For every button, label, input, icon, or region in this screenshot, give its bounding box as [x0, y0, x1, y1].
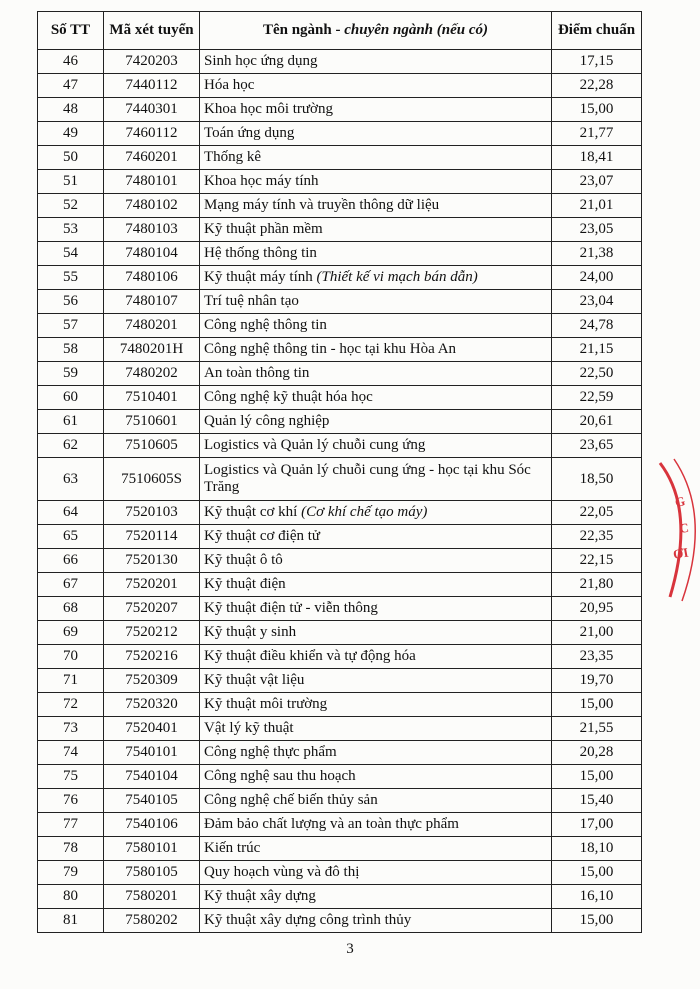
cell-score: 18,41 — [552, 146, 642, 170]
cell-name — [200, 861, 552, 885]
major-name: Khoa học môi trường — [204, 101, 333, 117]
cell-stt: 60 — [38, 386, 104, 410]
cell-name — [200, 74, 552, 98]
cell-name — [200, 621, 552, 645]
cell-score: 23,04 — [552, 290, 642, 314]
cell-stt: 75 — [38, 765, 104, 789]
cell-stt: 71 — [38, 669, 104, 693]
cell-code: 7520207 — [104, 597, 200, 621]
table-row — [38, 194, 642, 218]
cell-score: 16,10 — [552, 885, 642, 909]
table-header-row — [38, 12, 642, 50]
cell-stt: 78 — [38, 837, 104, 861]
table-row — [38, 338, 642, 362]
major-name: Logistics và Quản lý chuỗi cung ứng — [204, 437, 426, 453]
table-row — [38, 597, 642, 621]
cell-code: 7460201 — [104, 146, 200, 170]
red-seal-stamp — [652, 455, 700, 605]
cell-name — [200, 218, 552, 242]
cell-code: 7480107 — [104, 290, 200, 314]
cell-name — [200, 741, 552, 765]
cell-stt: 63 — [38, 458, 104, 501]
major-name: Kỹ thuật máy tính — [204, 269, 317, 285]
major-name: Khoa học máy tính — [204, 173, 319, 189]
cell-stt: 76 — [38, 789, 104, 813]
cell-code: 7580202 — [104, 909, 200, 933]
admission-score-table — [37, 11, 642, 933]
cell-stt: 55 — [38, 266, 104, 290]
cell-name — [200, 909, 552, 933]
major-name: Công nghệ thông tin — [204, 317, 327, 333]
table-row — [38, 549, 642, 573]
stamp-fragment: C — [678, 519, 690, 536]
cell-code: 7580101 — [104, 837, 200, 861]
major-name: Mạng máy tính và truyền thông dữ liệu — [204, 197, 440, 213]
table-row — [38, 909, 642, 933]
cell-score: 15,00 — [552, 693, 642, 717]
cell-stt: 47 — [38, 74, 104, 98]
header-name-main: Tên ngành — [262, 22, 332, 38]
cell-code: 7540105 — [104, 789, 200, 813]
cell-code: 7480104 — [104, 242, 200, 266]
cell-score: 18,50 — [552, 458, 642, 501]
stamp-fragment: ƠI — [671, 544, 690, 562]
header-stt: Số TT — [38, 12, 104, 50]
major-name: Kỹ thuật cơ điện tử — [204, 528, 321, 544]
major-name: Công nghệ chế biến thủy sản — [204, 792, 378, 808]
cell-name — [200, 290, 552, 314]
major-name: Quy hoạch vùng và đô thị — [204, 864, 360, 880]
major-name: Công nghệ thông tin - học tại khu Hòa An — [204, 341, 457, 357]
cell-name — [200, 885, 552, 909]
cell-name — [200, 410, 552, 434]
cell-stt: 51 — [38, 170, 104, 194]
cell-name — [200, 717, 552, 741]
cell-name — [200, 386, 552, 410]
cell-name — [200, 669, 552, 693]
cell-name — [200, 314, 552, 338]
table-row — [38, 621, 642, 645]
cell-score: 15,00 — [552, 861, 642, 885]
cell-score: 21,80 — [552, 573, 642, 597]
cell-score: 15,00 — [552, 98, 642, 122]
cell-code: 7440112 — [104, 74, 200, 98]
cell-name — [200, 813, 552, 837]
table-row — [38, 573, 642, 597]
cell-score: 15,40 — [552, 789, 642, 813]
cell-stt: 73 — [38, 717, 104, 741]
table-row — [38, 362, 642, 386]
cell-name — [200, 338, 552, 362]
major-name: Kỹ thuật cơ khí — [204, 504, 302, 520]
table-row — [38, 885, 642, 909]
major-name: Logistics và Quản lý chuỗi cung ứng - học tại khu Sóc Trăng — [204, 462, 531, 495]
major-name: An toàn thông tin — [204, 365, 310, 381]
cell-stt: 49 — [38, 122, 104, 146]
cell-stt: 72 — [38, 693, 104, 717]
major-name: Kỹ thuật phần mềm — [204, 221, 323, 237]
cell-code: 7480106 — [104, 266, 200, 290]
cell-score: 17,15 — [552, 50, 642, 74]
cell-code: 7480101 — [104, 170, 200, 194]
cell-code: 7540101 — [104, 741, 200, 765]
major-name: Toán ứng dụng — [204, 125, 295, 141]
cell-name — [200, 98, 552, 122]
cell-name — [200, 645, 552, 669]
cell-stt: 54 — [38, 242, 104, 266]
header-name-note: chuyên ngành (nếu có) — [344, 22, 489, 38]
page-number: 3 — [346, 941, 354, 957]
cell-stt: 69 — [38, 621, 104, 645]
major-name: Sinh học ứng dụng — [204, 53, 318, 69]
cell-code: 7510605S — [104, 458, 200, 501]
table-row — [38, 74, 642, 98]
cell-name — [200, 765, 552, 789]
major-name: Kỹ thuật xây dựng công trình thủy — [204, 912, 412, 928]
cell-code: 7460112 — [104, 122, 200, 146]
cell-code: 7480103 — [104, 218, 200, 242]
table-row — [38, 290, 642, 314]
cell-name — [200, 549, 552, 573]
cell-stt: 66 — [38, 549, 104, 573]
table-row — [38, 170, 642, 194]
stamp-fragment: G — [673, 493, 687, 510]
cell-score: 15,00 — [552, 909, 642, 933]
cell-code: 7480202 — [104, 362, 200, 386]
cell-code: 7580201 — [104, 885, 200, 909]
cell-code: 7520103 — [104, 501, 200, 525]
major-name: Quản lý công nghiệp — [204, 413, 330, 429]
major-name: Vật lý kỹ thuật — [204, 720, 294, 736]
cell-code: 7440301 — [104, 98, 200, 122]
cell-name — [200, 50, 552, 74]
cell-code: 7520401 — [104, 717, 200, 741]
cell-score: 24,00 — [552, 266, 642, 290]
cell-score: 22,59 — [552, 386, 642, 410]
table-row — [38, 122, 642, 146]
major-name: Công nghệ kỹ thuật hóa học — [204, 389, 373, 405]
table-row — [38, 218, 642, 242]
table-row — [38, 98, 642, 122]
cell-stt: 81 — [38, 909, 104, 933]
major-name: Kỹ thuật vật liệu — [204, 672, 305, 688]
cell-stt: 68 — [38, 597, 104, 621]
cell-code: 7420203 — [104, 50, 200, 74]
header-score: Điểm chuẩn — [552, 12, 642, 50]
cell-code: 7540104 — [104, 765, 200, 789]
cell-stt: 65 — [38, 525, 104, 549]
cell-code: 7540106 — [104, 813, 200, 837]
cell-stt: 62 — [38, 434, 104, 458]
cell-score: 18,10 — [552, 837, 642, 861]
cell-stt: 70 — [38, 645, 104, 669]
cell-name — [200, 693, 552, 717]
table-row — [38, 669, 642, 693]
cell-stt: 56 — [38, 290, 104, 314]
cell-stt: 61 — [38, 410, 104, 434]
cell-score: 22,15 — [552, 549, 642, 573]
specialization-note: (Thiết kế vi mạch bán dẫn) — [316, 269, 478, 285]
major-name: Kỹ thuật ô tô — [204, 552, 283, 568]
major-name: Hóa học — [204, 77, 255, 93]
table-row — [38, 837, 642, 861]
table-row — [38, 50, 642, 74]
cell-score: 21,77 — [552, 122, 642, 146]
cell-stt: 48 — [38, 98, 104, 122]
major-name: Thống kê — [204, 149, 262, 165]
cell-name — [200, 266, 552, 290]
cell-score: 22,50 — [552, 362, 642, 386]
table-row — [38, 434, 642, 458]
cell-code: 7480201 — [104, 314, 200, 338]
cell-name — [200, 458, 552, 501]
cell-stt: 77 — [38, 813, 104, 837]
cell-score: 23,07 — [552, 170, 642, 194]
cell-score: 17,00 — [552, 813, 642, 837]
major-name: Kỹ thuật điện tử - viễn thông — [204, 600, 378, 616]
cell-score: 21,55 — [552, 717, 642, 741]
cell-score: 22,05 — [552, 501, 642, 525]
major-name: Kỹ thuật môi trường — [204, 696, 328, 712]
cell-code: 7510605 — [104, 434, 200, 458]
major-name: Công nghệ sau thu hoạch — [204, 768, 356, 784]
header-name-sep: - — [331, 22, 345, 38]
cell-code: 7520216 — [104, 645, 200, 669]
table-row — [38, 741, 642, 765]
cell-stt: 50 — [38, 146, 104, 170]
cell-code: 7480201H — [104, 338, 200, 362]
table-row — [38, 525, 642, 549]
cell-name — [200, 525, 552, 549]
cell-name — [200, 434, 552, 458]
table-row — [38, 386, 642, 410]
table-row — [38, 717, 642, 741]
cell-score: 22,35 — [552, 525, 642, 549]
table-row — [38, 645, 642, 669]
major-name: Kỹ thuật y sinh — [204, 624, 297, 640]
table-row — [38, 765, 642, 789]
cell-stt: 58 — [38, 338, 104, 362]
cell-name — [200, 146, 552, 170]
cell-name — [200, 170, 552, 194]
major-name: Kỹ thuật điện — [204, 576, 286, 592]
cell-score: 20,28 — [552, 741, 642, 765]
cell-code: 7520130 — [104, 549, 200, 573]
cell-stt: 53 — [38, 218, 104, 242]
cell-stt: 64 — [38, 501, 104, 525]
cell-code: 7520114 — [104, 525, 200, 549]
cell-score: 21,38 — [552, 242, 642, 266]
cell-code: 7520309 — [104, 669, 200, 693]
cell-code: 7480102 — [104, 194, 200, 218]
table-row — [38, 861, 642, 885]
table-row — [38, 458, 642, 501]
table-body — [38, 50, 642, 933]
cell-score: 21,15 — [552, 338, 642, 362]
major-name: Kỹ thuật xây dựng — [204, 888, 316, 904]
table-row — [38, 501, 642, 525]
cell-name — [200, 362, 552, 386]
cell-score: 23,05 — [552, 218, 642, 242]
cell-code: 7510601 — [104, 410, 200, 434]
cell-name — [200, 789, 552, 813]
cell-score: 20,61 — [552, 410, 642, 434]
cell-code: 7510401 — [104, 386, 200, 410]
cell-code: 7520212 — [104, 621, 200, 645]
cell-name — [200, 597, 552, 621]
table-row — [38, 146, 642, 170]
cell-stt: 59 — [38, 362, 104, 386]
cell-code: 7580105 — [104, 861, 200, 885]
cell-name — [200, 242, 552, 266]
table-row — [38, 242, 642, 266]
cell-score: 24,78 — [552, 314, 642, 338]
cell-name — [200, 573, 552, 597]
cell-name — [200, 501, 552, 525]
cell-stt: 57 — [38, 314, 104, 338]
cell-score: 22,28 — [552, 74, 642, 98]
cell-stt: 74 — [38, 741, 104, 765]
cell-stt: 52 — [38, 194, 104, 218]
cell-code: 7520320 — [104, 693, 200, 717]
table-row — [38, 410, 642, 434]
cell-name — [200, 122, 552, 146]
table-row — [38, 266, 642, 290]
cell-score: 15,00 — [552, 765, 642, 789]
cell-name — [200, 194, 552, 218]
major-name: Công nghệ thực phẩm — [204, 744, 337, 760]
major-name: Kỹ thuật điều khiển và tự động hóa — [204, 648, 416, 664]
table-row — [38, 314, 642, 338]
stamp-outer-ring — [660, 463, 681, 597]
table-row — [38, 693, 642, 717]
major-name: Đảm bảo chất lượng và an toàn thực phẩm — [204, 816, 459, 832]
cell-score: 23,35 — [552, 645, 642, 669]
cell-score: 19,70 — [552, 669, 642, 693]
header-name — [200, 12, 552, 50]
cell-stt: 67 — [38, 573, 104, 597]
major-name: Trí tuệ nhân tạo — [204, 293, 299, 309]
cell-score: 20,95 — [552, 597, 642, 621]
major-name: Hệ thống thông tin — [204, 245, 317, 261]
table-row — [38, 813, 642, 837]
cell-code: 7520201 — [104, 573, 200, 597]
cell-stt: 79 — [38, 861, 104, 885]
cell-score: 23,65 — [552, 434, 642, 458]
major-name: Kiến trúc — [204, 840, 261, 856]
table-row — [38, 789, 642, 813]
specialization-note: (Cơ khí chế tạo máy) — [301, 504, 428, 520]
cell-score: 21,01 — [552, 194, 642, 218]
cell-stt: 80 — [38, 885, 104, 909]
header-code: Mã xét tuyển — [104, 12, 200, 50]
cell-score: 21,00 — [552, 621, 642, 645]
cell-name — [200, 837, 552, 861]
cell-stt: 46 — [38, 50, 104, 74]
